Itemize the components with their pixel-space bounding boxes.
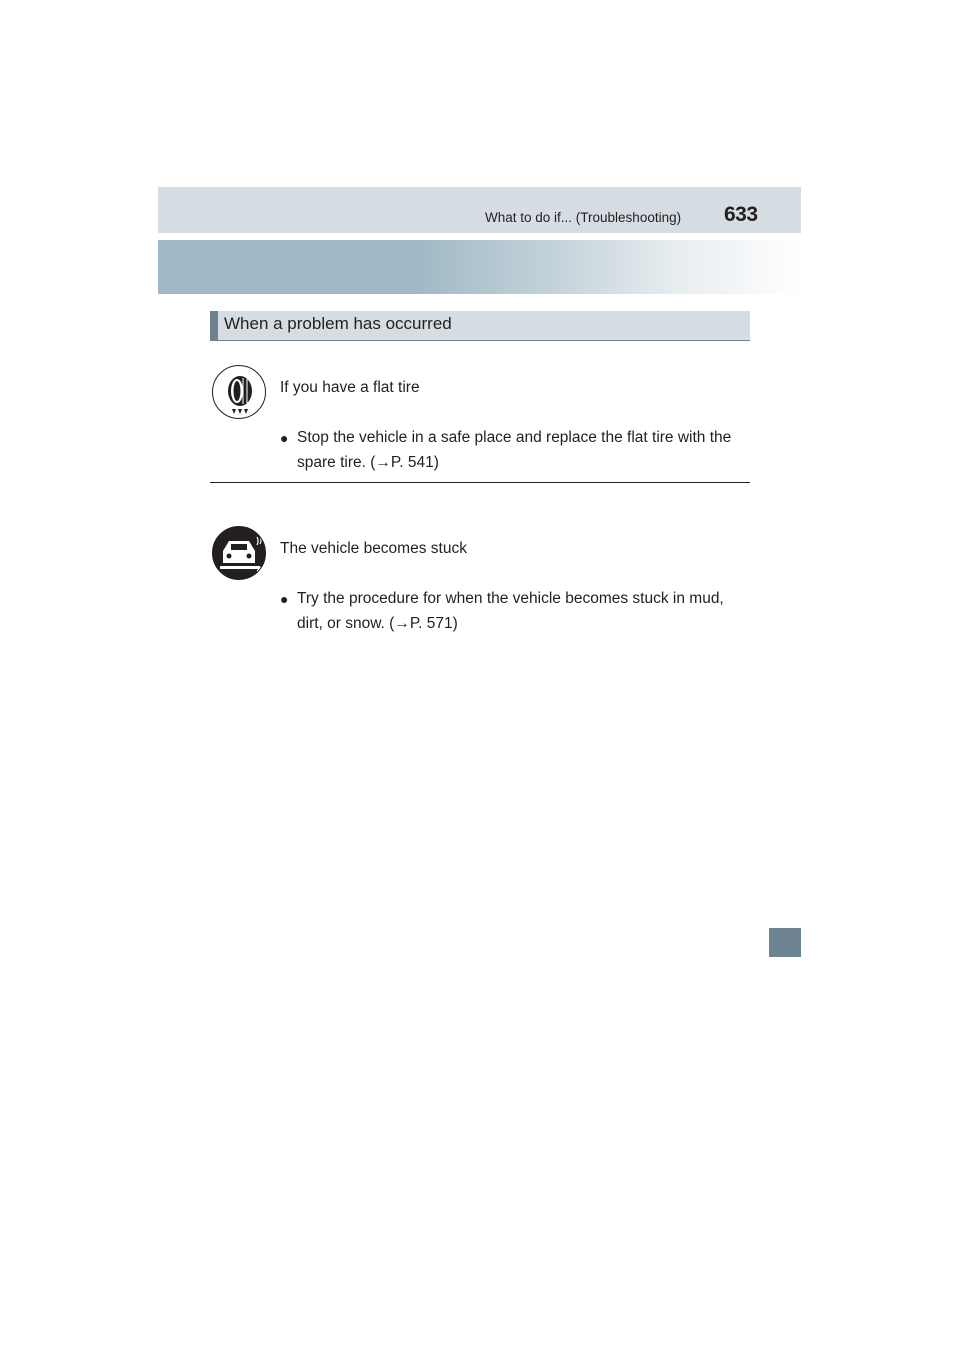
stuck-vehicle-icon bbox=[212, 526, 266, 580]
page-number: 633 bbox=[724, 203, 758, 226]
chapter-side-tab bbox=[769, 928, 801, 957]
bullet-icon: ● bbox=[280, 430, 289, 446]
item-heading-flat-tire: If you have a flat tire bbox=[280, 379, 420, 396]
chapter-gradient-band bbox=[158, 240, 801, 294]
flat-tire-icon bbox=[212, 365, 266, 419]
section-divider bbox=[210, 482, 750, 483]
bullet-text-stuck-vehicle: Try the procedure for when the vehicle becomes stuck in mud, dirt, or snow. (→P. 571) bbox=[297, 590, 724, 632]
header-band bbox=[158, 187, 801, 233]
section-accent-bar bbox=[210, 311, 218, 340]
running-header-title: What to do if... (Troubleshooting) bbox=[485, 210, 682, 225]
section-title: When a problem has occurred bbox=[224, 314, 452, 333]
bullet-text-flat-tire: Stop the vehicle in a safe place and replace the flat tire with the spare tire. (→P. 541) bbox=[297, 429, 732, 471]
section-heading-box bbox=[210, 311, 750, 341]
bullet-icon: ● bbox=[280, 591, 289, 607]
item-heading-stuck-vehicle: The vehicle becomes stuck bbox=[280, 540, 467, 557]
